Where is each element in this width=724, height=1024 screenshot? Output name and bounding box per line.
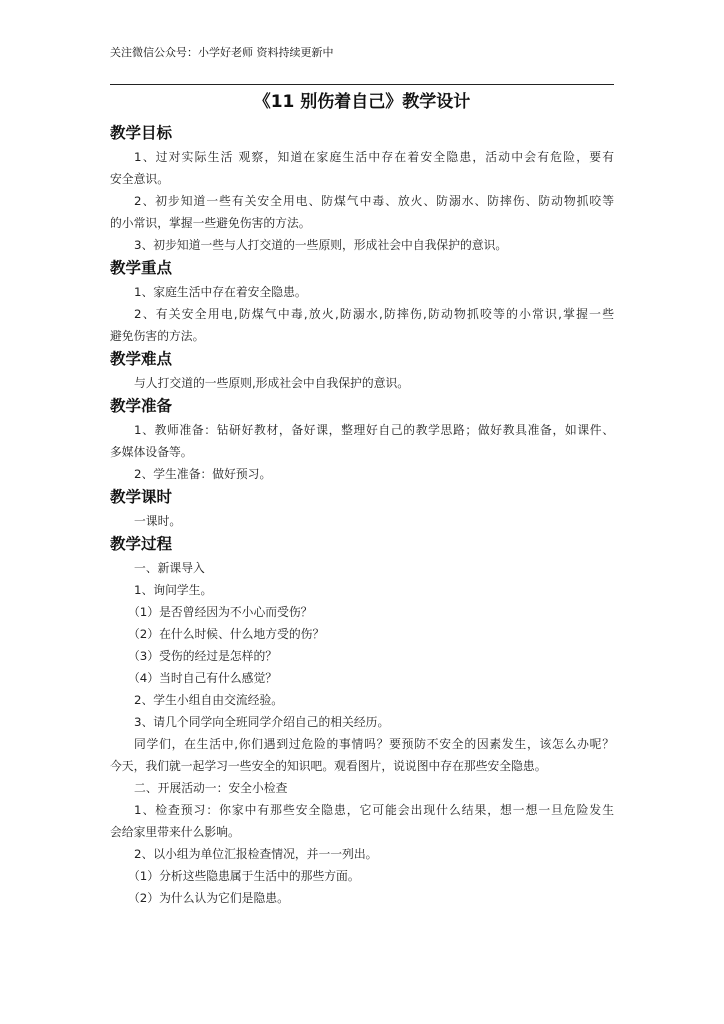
text-line: 1、询问学生。 — [134, 583, 213, 597]
text-line: 二、开展活动一：安全小检查 — [134, 781, 288, 795]
paragraph — [110, 419, 614, 463]
paragraph — [110, 601, 614, 623]
text-line: 2、有关安全用电,防煤气中毒,放火,防溺水,防摔伤,防动物抓咬等的小常识,掌握一些 — [134, 307, 614, 321]
text-line: （3）受伤的经过是怎样的？ — [128, 649, 278, 663]
text-line: 2、学生小组自由交流经验。 — [134, 693, 284, 707]
text-line: （2）为什么认为它们是隐患。 — [128, 891, 289, 905]
document-body — [110, 121, 614, 909]
section-heading: 教学目标 — [110, 124, 173, 142]
text-line: 2、学生准备：做好预习。 — [134, 467, 272, 481]
text-line: 一、新课导入 — [134, 561, 205, 575]
paragraph — [110, 799, 614, 843]
text-line: 一课时。 — [134, 514, 182, 528]
text-line: 多媒体设备等。 — [110, 445, 193, 459]
paragraph — [110, 887, 614, 909]
section-heading: 教学过程 — [110, 535, 173, 553]
section-heading: 教学重点 — [110, 259, 173, 277]
paragraph — [110, 190, 614, 234]
paragraph — [110, 777, 614, 799]
text-line: 与人打交道的一些原则,形成社会中自我保护的意识。 — [134, 376, 410, 390]
paragraph — [110, 510, 614, 532]
text-line: 3、请几个同学向全班同学介绍自己的相关经历。 — [134, 715, 390, 729]
paragraph — [110, 711, 614, 733]
paragraph — [110, 372, 614, 394]
section — [110, 532, 614, 909]
section-heading: 教学难点 — [110, 350, 173, 368]
section — [110, 485, 614, 532]
section-heading: 教学准备 — [110, 397, 173, 415]
paragraph — [110, 146, 614, 190]
text-line: 2、初步知道一些有关安全用电、防煤气中毒、放火、防溺水、防摔伤、防动物抓咬等 — [134, 194, 614, 208]
section-heading: 教学课时 — [110, 488, 173, 506]
text-line: 1、过对实际生活 观察，知道在家庭生活中存在着安全隐患，活动中会有危险，要有 — [134, 150, 614, 164]
paragraph — [110, 579, 614, 601]
text-line: 的小常识，掌握一些避免伤害的方法。 — [110, 216, 311, 230]
text-line: （2）在什么时候、什么地方受的伤？ — [128, 627, 325, 641]
text-line: 今天，我们就一起学习一些安全的知识吧。观看图片，说说图中存在那些安全隐患。 — [110, 759, 547, 773]
text-line: 2、以小组为单位汇报检查情况，并一一列出。 — [134, 847, 378, 861]
text-line: （4）当时自己有什么感觉？ — [128, 671, 278, 685]
section — [110, 121, 614, 256]
section — [110, 347, 614, 394]
header-note: 关注微信公众号：小学好老师 资料持续更新中 — [110, 46, 334, 59]
paragraph — [110, 557, 614, 579]
paragraph — [110, 667, 614, 689]
text-line: 避免伤害的方法。 — [110, 329, 205, 343]
document-title: 《11 别伤着自己》教学设计 — [253, 92, 471, 112]
paragraph — [110, 733, 614, 777]
paragraph — [110, 689, 614, 711]
paragraph — [110, 843, 614, 865]
text-line: （1）分析这些隐患属于生活中的那些方面。 — [128, 869, 360, 883]
text-line: 1、家庭生活中存在着安全隐患。 — [134, 285, 307, 299]
text-line: 3、初步知道一些与人打交道的一些原则，形成社会中自我保护的意识。 — [134, 238, 508, 252]
paragraph — [110, 234, 614, 256]
header-divider — [110, 84, 614, 85]
section — [110, 394, 614, 485]
paragraph — [110, 281, 614, 303]
text-line: 安全意识。 — [110, 172, 169, 186]
text-line: 会给家里带来什么影响。 — [110, 825, 240, 839]
paragraph — [110, 645, 614, 667]
paragraph — [110, 623, 614, 645]
paragraph — [110, 463, 614, 485]
text-line: 同学们，在生活中,你们遇到过危险的事情吗？要预防不安全的因素发生，该怎么办呢？ — [134, 737, 614, 751]
paragraph — [110, 865, 614, 887]
text-line: 1、教师准备：钻研好教材，备好课，整理好自己的教学思路；做好教具准备，如课件、 — [134, 423, 614, 437]
text-line: 1、检查预习：你家中有那些安全隐患，它可能会出现什么结果，想一想一旦危险发生 — [134, 803, 614, 817]
text-line: （1）是否曾经因为不小心而受伤？ — [128, 605, 313, 619]
paragraph — [110, 303, 614, 347]
section — [110, 256, 614, 347]
